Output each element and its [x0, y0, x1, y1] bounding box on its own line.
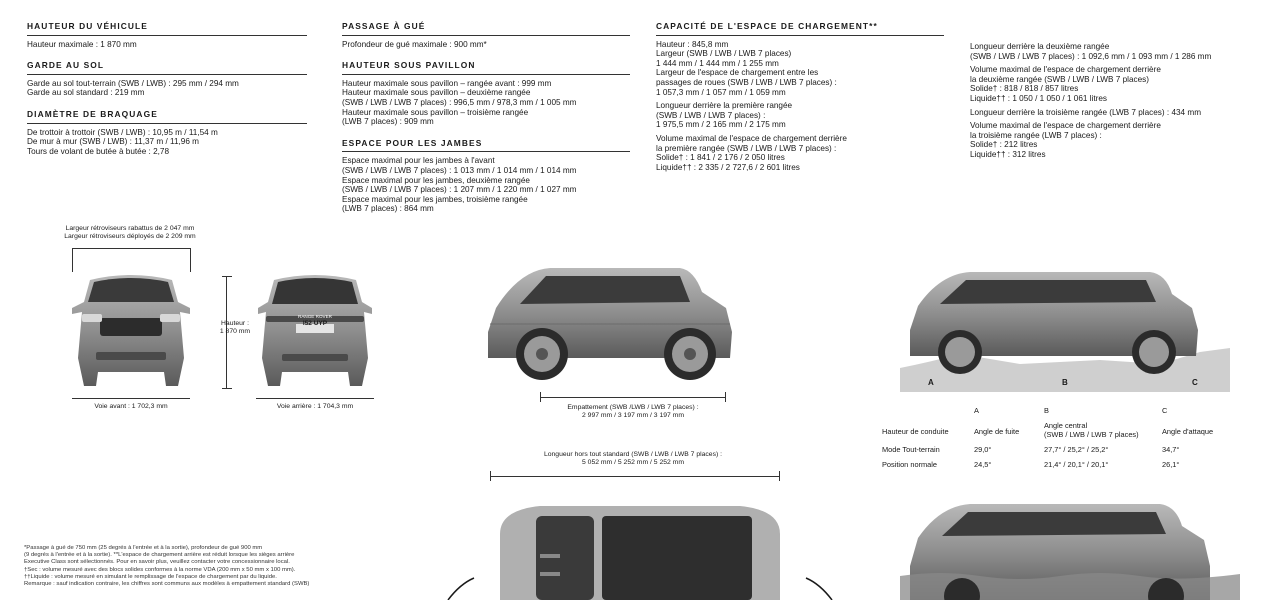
wheelbase-tick: [725, 392, 726, 402]
wheelbase-value: 2 997 mm / 3 197 mm / 3 197 mm: [582, 412, 684, 419]
length-line: [490, 476, 780, 477]
table-header-line: (SWB / LWB / LWB 7 places): [1044, 430, 1139, 439]
table-row: [880, 443, 1217, 458]
length-value: 5 052 mm / 5 252 mm / 5 252 mm: [582, 459, 684, 466]
height-label: Hauteur :: [221, 320, 249, 327]
front-track-label: Voie avant : 1 702,3 mm: [94, 403, 168, 410]
table-header-cell: Angle d'attaque: [1162, 427, 1214, 436]
load-para: [656, 40, 944, 98]
table-row: [880, 404, 1217, 419]
section-legroom: [342, 139, 630, 214]
wheelbase-labels: [520, 404, 746, 420]
table-header-line: Angle central: [1044, 421, 1088, 430]
table-cell: B: [1044, 406, 1049, 415]
footnote-line: †Sec : volume mesuré avec des blocs solides conformes à la norme VDA (200 mm x 50 mm x 100 mm).: [24, 566, 296, 573]
section-heading: PASSAGE À GUÉ: [342, 22, 630, 36]
length-label: Longueur hors tout standard (SWB / LWB / LWB 7 places) :: [543, 451, 723, 458]
table-cell: 27,7° / 25,2° / 25,2°: [1044, 445, 1109, 454]
spec-line: Hauteur maximale : 1 870 mm: [27, 39, 137, 49]
table-header-cell: [1042, 419, 1160, 443]
table-cell: C: [1162, 406, 1168, 415]
section-ground-clearance: [27, 61, 307, 98]
spec-line: Hauteur maximale sous pavillon – rangée avant : 999 mm: [342, 78, 552, 88]
table-cell: Mode Tout-terrain: [882, 445, 940, 454]
spec-line: la troisième rangée (LWB 7 places) :: [970, 130, 1102, 140]
spec-line: (LWB 7 places) : 864 mm: [342, 204, 434, 214]
footnotes: [24, 545, 309, 588]
column-wading-headroom: [342, 22, 630, 226]
spec-line: Largeur (SWB / LWB / LWB 7 places): [656, 49, 792, 59]
spec-line: Solide† : 818 / 818 / 857 litres: [970, 84, 1079, 94]
section-heading: GARDE AU SOL: [27, 61, 307, 75]
table-cell: 21,4° / 20,1° / 20,1°: [1044, 460, 1109, 469]
spec-line: 1 444 mm / 1 444 mm / 1 255 mm: [656, 58, 779, 68]
section-wading: [342, 22, 630, 49]
section-heading: DIAMÈTRE DE BRAQUAGE: [27, 110, 307, 124]
section-heading: ESPACE POUR LES JAMBES: [342, 139, 630, 153]
spec-line: Garde au sol standard : 219 mm: [27, 88, 145, 98]
spec-line: (SWB / LWB / LWB 7 places) : 1 092,6 mm / 1 093 mm / 1 286 mm: [970, 51, 1212, 61]
table-header-cell: Hauteur de conduite: [882, 427, 949, 436]
wheelbase-label: Empattement (SWB /LWB / LWB 7 places) :: [567, 404, 699, 411]
rear-track-label: Voie arrière : 1 704,3 mm: [276, 403, 354, 410]
spec-line: Espace maximal pour les jambes, deuxième rangée: [342, 175, 530, 185]
spec-line: Tours de volant de butée à butée : 2,78: [27, 146, 170, 156]
spec-line: (SWB / LWB / LWB 7 places) : 996,5 mm / 978,3 mm / 1 005 mm: [342, 97, 577, 107]
section-vehicle-height: [27, 22, 307, 49]
rear-badge: RANGE ROVER: [298, 314, 332, 319]
table-cell: 34,7°: [1162, 445, 1180, 454]
column-load-space-cont: [970, 42, 1270, 164]
spec-line: Longueur derrière la deuxième rangée: [970, 42, 1110, 51]
load-para: [970, 65, 1270, 103]
spec-line: la première rangée (SWB / LWB / LWB 7 places) :: [656, 143, 837, 153]
footnote-line: Remarque : sauf indication contraire, les chiffres sont communs aux modèles à empattement standard (SWB): [24, 581, 310, 588]
spec-line: Longueur derrière la troisième rangée (LWB 7 places) : 434 mm: [970, 107, 1202, 117]
angles-table: [880, 404, 1217, 473]
mirror-folded-label: Largeur rétroviseurs rabattus de 2 047 mm: [65, 225, 195, 232]
spec-line: Solide† : 1 841 / 2 176 / 2 050 litres: [656, 153, 785, 163]
wading-view-car: [900, 496, 1240, 600]
table-header-cell: Angle de fuite: [974, 427, 1020, 436]
spec-line: 1 975,5 mm / 2 165 mm / 2 175 mm: [656, 120, 786, 130]
spec-line: Volume maximal de l'espace de chargement derrière: [970, 65, 1161, 75]
section-headroom: [342, 61, 630, 127]
column-load-space: [656, 22, 944, 176]
rear-track-line: [256, 398, 374, 399]
spec-line: De trottoir à trottoir (SWB / LWB) : 10,95 m / 11,54 m: [27, 127, 218, 137]
table-cell: 24,5°: [974, 460, 992, 469]
load-para: [656, 134, 944, 172]
front-track-line: [72, 398, 190, 399]
spec-line: Hauteur : 845,8 mm: [656, 39, 729, 49]
spec-line: Espace maximal pour les jambes, troisième rangée: [342, 194, 528, 204]
angles-view-car: [900, 268, 1230, 392]
footnote-line: ††Liquide : volume mesuré en simulant le remplissage de l'espace de chargement par du liquide.: [24, 573, 277, 580]
spec-line: Liquide†† : 1 050 / 1 050 / 1 061 litres: [970, 93, 1108, 103]
spec-line: Volume maximal de l'espace de chargement derrière: [970, 121, 1161, 131]
spec-line: Liquide†† : 312 litres: [970, 149, 1046, 159]
spec-line: Solide† : 212 litres: [970, 140, 1038, 150]
table-row: [880, 419, 1217, 443]
license-plate: I52 UYP: [302, 320, 328, 327]
spec-line: Largeur de l'espace de chargement entre les: [656, 68, 819, 78]
spec-line: (LWB 7 places) : 909 mm: [342, 117, 434, 127]
spec-line: Liquide†† : 2 335 / 2 727,6 / 2 601 litres: [656, 162, 800, 172]
angle-marker-c: C: [1192, 378, 1198, 387]
spec-line: De mur à mur (SWB / LWB) : 11,37 m / 11,96 m: [27, 137, 199, 147]
spec-line: la deuxième rangée (SWB / LWB / LWB 7 places): [970, 74, 1149, 84]
spec-line: Longueur derrière la première rangée: [656, 101, 793, 111]
mirror-width-line: [72, 248, 190, 249]
length-tick: [490, 471, 491, 481]
section-heading: HAUTEUR SOUS PAVILLON: [342, 61, 630, 75]
side-view-car: [480, 262, 740, 390]
spec-line: 1 057,3 mm / 1 057 mm / 1 059 mm: [656, 87, 786, 97]
load-para: [970, 42, 1270, 61]
spec-line: Hauteur maximale sous pavillon – troisième rangée: [342, 107, 529, 117]
load-para: [970, 108, 1270, 118]
footnote-line: *Passage à gué de 750 mm (25 degrés à l'entrée et à la sortie), profondeur de gué 900 mm: [24, 545, 263, 551]
section-heading: CAPACITÉ DE L'ESPACE DE CHARGEMENT**: [656, 22, 944, 36]
footnote-line: Executive Class sont sélectionnés. Pour en savoir plus, veuillez contacter votre concessionnaire local.: [24, 559, 290, 566]
spec-line: Garde au sol tout-terrain (SWB / LWB) : 295 mm / 294 mm: [27, 78, 239, 88]
table-cell: Position normale: [882, 460, 938, 469]
section-heading: HAUTEUR DU VÉHICULE: [27, 22, 307, 36]
footnote-line: (9 degrés à l'entrée et à la sortie). **L'espace de chargement arrière est réduit lorsque les sièges arrière: [24, 552, 295, 559]
length-labels: [500, 451, 766, 467]
height-tick-top: [222, 276, 232, 277]
load-para: [970, 121, 1270, 159]
spec-line: (SWB / LWB / LWB 7 places) : 1 207 mm / 1 220 mm / 1 027 mm: [342, 185, 577, 195]
height-value: 1 870 mm: [219, 328, 251, 335]
section-turning-circle: [27, 110, 307, 156]
spec-line: Espace maximal pour les jambes à l'avant: [342, 156, 495, 166]
height-tick-bottom: [222, 388, 232, 389]
spec-line: Profondeur de gué maximale : 900 mm*: [342, 39, 487, 49]
table-cell: 26,1°: [1162, 460, 1180, 469]
table-cell: 29,0°: [974, 445, 992, 454]
spec-line: Hauteur maximale sous pavillon – deuxième rangée: [342, 88, 531, 98]
top-view-car: [440, 494, 840, 600]
spec-line: Volume maximal de l'espace de chargement derrière: [656, 133, 847, 143]
angle-marker-a: A: [928, 378, 934, 387]
column-vehicle-height: [27, 22, 307, 168]
mirror-deployed-label: Largeur rétroviseurs déployés de 2 209 mm: [64, 233, 196, 240]
table-cell: A: [974, 406, 979, 415]
length-tick: [779, 471, 780, 481]
mirror-width-labels: [30, 225, 230, 241]
table-row: [880, 458, 1217, 473]
rear-view-car: [250, 268, 380, 388]
wheelbase-line: [540, 397, 726, 398]
wheelbase-tick: [540, 392, 541, 402]
load-para: [656, 101, 944, 130]
front-view-car: [66, 268, 196, 388]
spec-line: (SWB / LWB / LWB 7 places) :: [656, 110, 766, 120]
spec-line: passages de roues (SWB / LWB / LWB 7 places) :: [656, 77, 837, 87]
spec-line: (SWB / LWB / LWB 7 places) : 1 013 mm / 1 014 mm / 1 014 mm: [342, 165, 577, 175]
angle-marker-b: B: [1062, 378, 1068, 387]
